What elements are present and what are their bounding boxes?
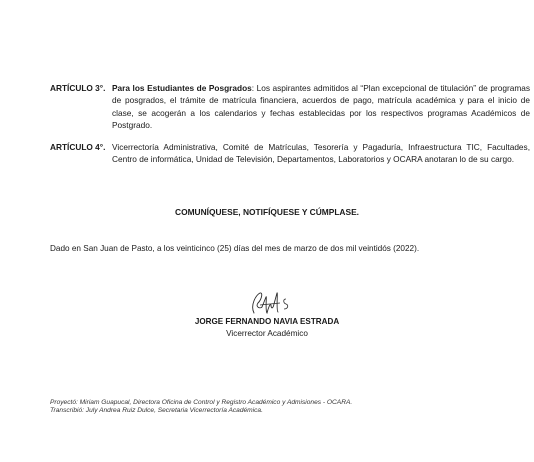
article-4-text: Vicerrectoría Administrativa, Comité de Matrículas, Tesorería y Pagaduría, Infraestructura TIC, Facultades, Centro de informática, Unidad de Televisión, Departamentos, Laboratorios y OCARA anotaran lo de su cargo. — [112, 142, 530, 165]
article-3-lead: Para los Estudiantes de Posgrados — [112, 83, 252, 93]
article-3-text: : Los aspirantes admitidos al “Plan excepcional de titulación” de programas de posgrados, el trámite de matrícula financiera, acuerdos de pago, matrícula académica y para el inicio de clase, se acogerán a los calendarios y fechas establecidas por los respectivos programas Académicos de Postgrado. — [112, 83, 530, 131]
signer-title: Vicerrector Académico — [226, 329, 308, 338]
article-3-body — [112, 82, 530, 132]
signer-name: JORGE FERNANDO NAVIA ESTRADA — [194, 317, 340, 326]
article-4 — [50, 141, 530, 181]
article-3-label: ARTÍCULO 3°. — [50, 83, 106, 93]
article-3 — [50, 82, 530, 132]
closing-statement: COMUNÍQUESE, NOTIFÍQUESE Y CÚMPLASE. — [175, 207, 359, 217]
given-date-statement: Dado en San Juan de Pasto, a los veinticinco (25) días del mes de marzo de dos mil veintidós (2022). — [50, 244, 420, 253]
handwritten-signature — [240, 285, 300, 321]
footnote-transcribed-by: Transcribió: July Andrea Ruiz Dulce, Secretaria Vicerrectoría Académica. — [50, 407, 263, 414]
footnote-prepared-by: Proyectó: Miriam Guapucal, Directora Oficina de Control y Registro Académico y Admisiones - OCARA. — [50, 399, 353, 406]
article-4-label: ARTÍCULO 4°. — [50, 142, 106, 152]
